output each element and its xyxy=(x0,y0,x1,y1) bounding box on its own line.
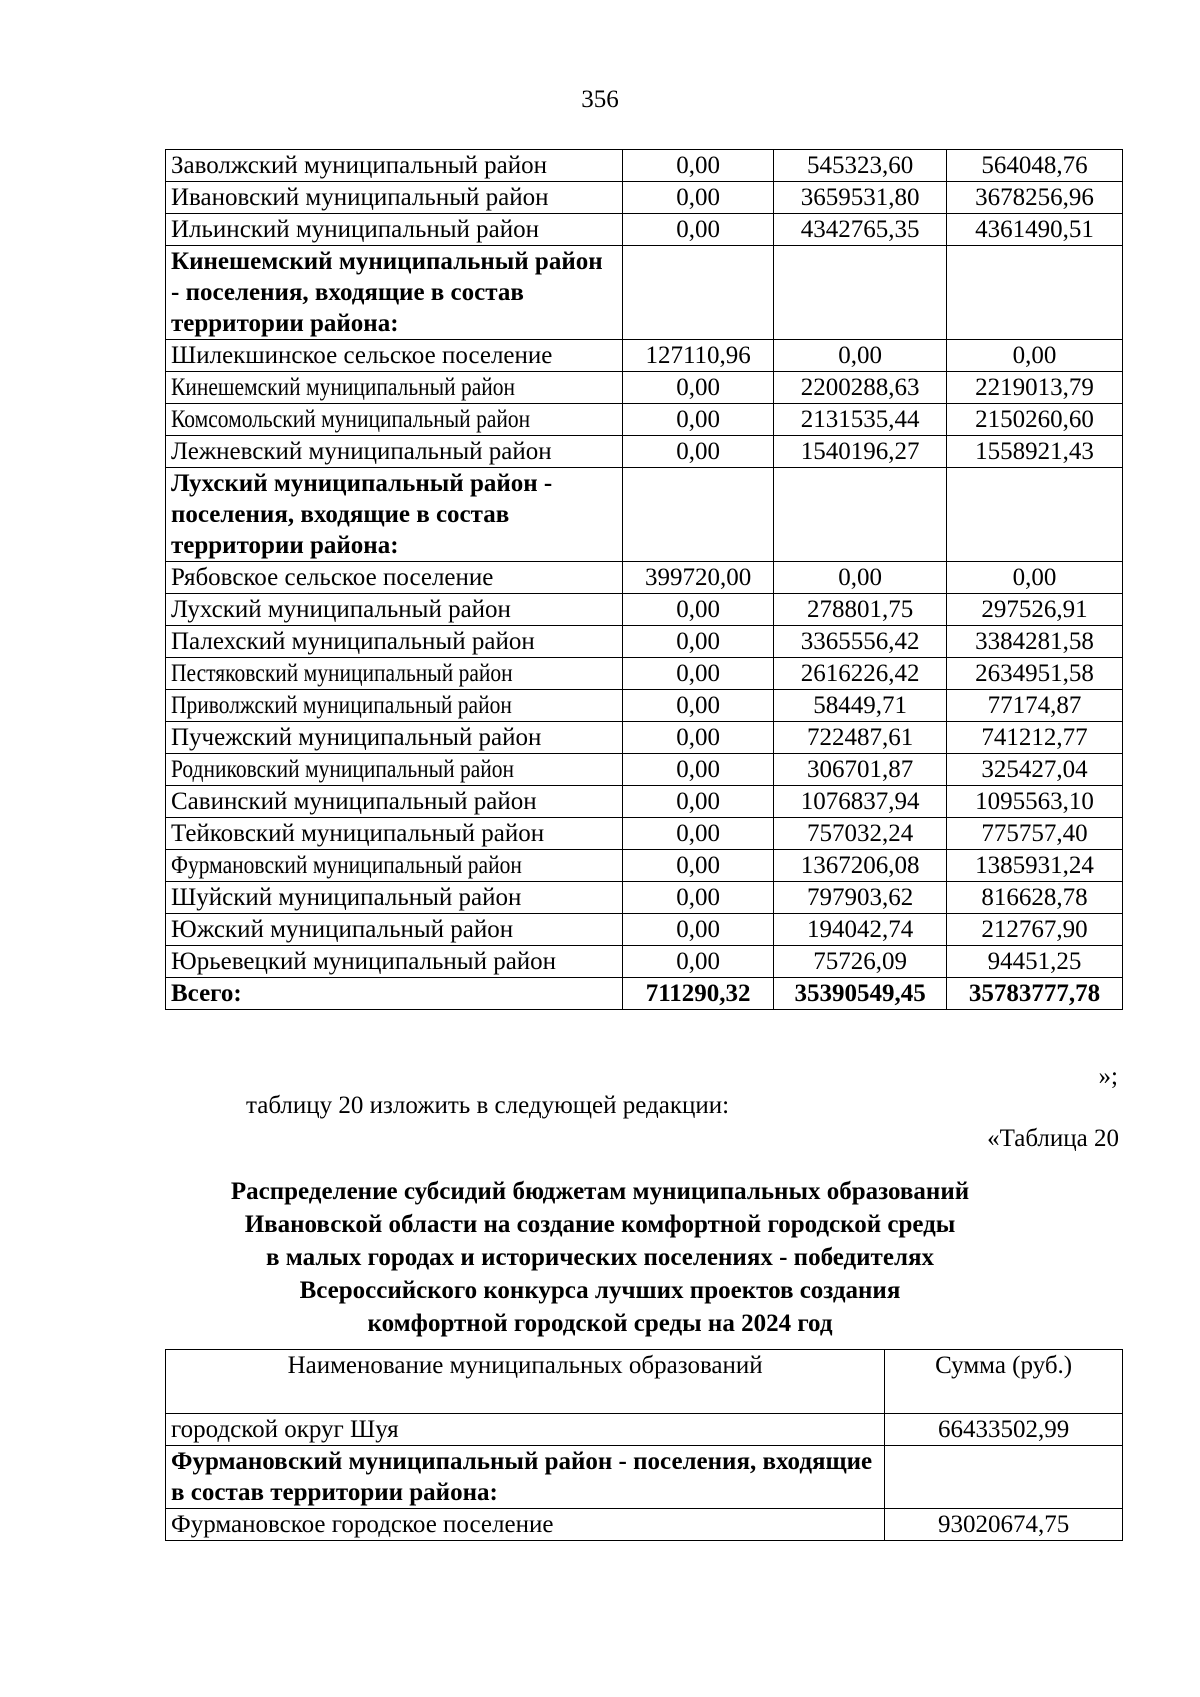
value-cell-c3: 3384281,58 xyxy=(947,626,1123,658)
value-cell-c1: 0,00 xyxy=(623,436,774,468)
table-row xyxy=(166,658,1123,690)
value-cell-c1: 0,00 xyxy=(623,372,774,404)
page-number: 356 xyxy=(581,86,619,113)
row-name-text: Кинешемский муниципальный район xyxy=(171,374,516,401)
table-row xyxy=(166,436,1123,468)
value-cell-c1: 0,00 xyxy=(623,818,774,850)
value-cell-c1: 0,00 xyxy=(623,626,774,658)
value-cell-c1: 0,00 xyxy=(623,786,774,818)
row-name: городской округ Шуя xyxy=(166,1414,885,1446)
value-cell-c3 xyxy=(947,468,1123,562)
value-cell-c2 xyxy=(774,246,947,340)
value-cell-c3: 564048,76 xyxy=(947,150,1123,182)
value-cell-c2: 3365556,42 xyxy=(774,626,947,658)
row-name: Лежневский муниципальный район xyxy=(166,436,623,468)
value-cell-c3: 0,00 xyxy=(947,340,1123,372)
value-cell-c1 xyxy=(623,246,774,340)
value-cell-c1: 0,00 xyxy=(623,850,774,882)
table-header-row xyxy=(166,1350,1123,1414)
table-row xyxy=(166,818,1123,850)
total-value-c1: 711290,32 xyxy=(623,978,774,1010)
row-name xyxy=(166,850,623,882)
value-cell-c3: 2634951,58 xyxy=(947,658,1123,690)
heading-line: Ивановской области на создание комфортной городской среды xyxy=(244,1211,956,1238)
row-name xyxy=(166,404,623,436)
row-name-text: Родниковский муниципальный район xyxy=(171,756,515,783)
row-name: Южский муниципальный район xyxy=(166,914,623,946)
value-cell-c3: 0,00 xyxy=(947,562,1123,594)
table-row xyxy=(166,722,1123,754)
row-name: Кинешемский муниципальный район - поселения, входящие в состав территории района: xyxy=(166,246,623,340)
table-row xyxy=(166,182,1123,214)
row-name xyxy=(166,372,623,404)
value-cell-c3: 741212,77 xyxy=(947,722,1123,754)
row-name: Юрьевецкий муниципальный район xyxy=(166,946,623,978)
row-name: Фурмановское городское поселение xyxy=(166,1509,885,1541)
row-name: Савинский муниципальный район xyxy=(166,786,623,818)
value-cell-c1: 0,00 xyxy=(623,722,774,754)
value-cell-c2: 2616226,42 xyxy=(774,658,947,690)
row-name: Шуйский муниципальный район xyxy=(166,882,623,914)
value-cell-c3: 2150260,60 xyxy=(947,404,1123,436)
value-cell-c3: 1558921,43 xyxy=(947,436,1123,468)
amount-cell: 66433502,99 xyxy=(885,1414,1123,1446)
value-cell-c3: 297526,91 xyxy=(947,594,1123,626)
row-name-text: Комсомольский муниципальный район xyxy=(171,406,531,433)
row-name-text: Фурмановский муниципальный район xyxy=(171,852,522,879)
table-row xyxy=(166,850,1123,882)
value-cell-c1: 0,00 xyxy=(623,946,774,978)
table-row xyxy=(166,150,1123,182)
value-cell-c1: 0,00 xyxy=(623,914,774,946)
value-cell-c2: 2200288,63 xyxy=(774,372,947,404)
column-header-amount: Сумма (руб.) xyxy=(885,1350,1123,1414)
table-row xyxy=(166,1509,1123,1541)
value-cell-c2: 58449,71 xyxy=(774,690,947,722)
row-name xyxy=(166,690,623,722)
table-row xyxy=(166,786,1123,818)
value-cell-c1: 0,00 xyxy=(623,150,774,182)
value-cell-c1: 0,00 xyxy=(623,594,774,626)
table-row xyxy=(166,1414,1123,1446)
table-row xyxy=(166,594,1123,626)
table-row xyxy=(166,372,1123,404)
group-header-row xyxy=(166,1446,1123,1509)
value-cell-c2: 194042,74 xyxy=(774,914,947,946)
value-cell-c1: 0,00 xyxy=(623,754,774,786)
heading-line: в малых городах и исторических поселениях - победителях xyxy=(265,1244,934,1271)
value-cell-c1: 0,00 xyxy=(623,404,774,436)
table-row xyxy=(166,946,1123,978)
column-header-name: Наименование муниципальных образований xyxy=(166,1350,885,1414)
value-cell-c2: 75726,09 xyxy=(774,946,947,978)
value-cell-c2: 545323,60 xyxy=(774,150,947,182)
row-name: Заволжский муниципальный район xyxy=(166,150,623,182)
value-cell-c2: 1540196,27 xyxy=(774,436,947,468)
value-cell-c3: 325427,04 xyxy=(947,754,1123,786)
value-cell-c1: 127110,96 xyxy=(623,340,774,372)
subsidy-table-body xyxy=(166,150,1123,1010)
value-cell-c3: 2219013,79 xyxy=(947,372,1123,404)
row-name: Тейковский муниципальный район xyxy=(166,818,623,850)
value-cell-c2: 1367206,08 xyxy=(774,850,947,882)
value-cell-c3: 1385931,24 xyxy=(947,850,1123,882)
value-cell-c2: 0,00 xyxy=(774,340,947,372)
amount-cell xyxy=(885,1446,1123,1509)
closing-quote: »; xyxy=(1098,1063,1118,1090)
table-row xyxy=(166,690,1123,722)
group-header-row xyxy=(166,468,1123,562)
value-cell-c2: 1076837,94 xyxy=(774,786,947,818)
table-row xyxy=(166,754,1123,786)
table-row xyxy=(166,562,1123,594)
table-20 xyxy=(165,1349,1123,1541)
table-row xyxy=(166,914,1123,946)
value-cell-c2: 757032,24 xyxy=(774,818,947,850)
row-name: Палехский муниципальный район xyxy=(166,626,623,658)
row-name: Ивановский муниципальный район xyxy=(166,182,623,214)
amendment-instruction: таблицу 20 изложить в следующей редакции: xyxy=(246,1092,730,1119)
value-cell-c3: 94451,25 xyxy=(947,946,1123,978)
value-cell-c1: 0,00 xyxy=(623,690,774,722)
table-row xyxy=(166,626,1123,658)
value-cell-c2: 797903,62 xyxy=(774,882,947,914)
value-cell-c3: 212767,90 xyxy=(947,914,1123,946)
value-cell-c1 xyxy=(623,468,774,562)
value-cell-c2: 306701,87 xyxy=(774,754,947,786)
heading-line: Всероссийского конкурса лучших проектов создания xyxy=(299,1277,901,1304)
value-cell-c3: 816628,78 xyxy=(947,882,1123,914)
value-cell-c3: 77174,87 xyxy=(947,690,1123,722)
row-name-text: Пестяковский муниципальный район xyxy=(171,660,513,687)
subsidy-table-continued xyxy=(165,149,1123,1010)
value-cell-c3: 3678256,96 xyxy=(947,182,1123,214)
value-cell-c2: 0,00 xyxy=(774,562,947,594)
total-value-c2: 35390549,45 xyxy=(774,978,947,1010)
row-name: Ильинский муниципальный район xyxy=(166,214,623,246)
value-cell-c1: 0,00 xyxy=(623,182,774,214)
value-cell-c3: 1095563,10 xyxy=(947,786,1123,818)
value-cell-c1: 0,00 xyxy=(623,658,774,690)
value-cell-c2: 3659531,80 xyxy=(774,182,947,214)
table-row xyxy=(166,404,1123,436)
value-cell-c1: 0,00 xyxy=(623,882,774,914)
table-row xyxy=(166,214,1123,246)
value-cell-c2 xyxy=(774,468,947,562)
row-name: Лухский муниципальный район - поселения, входящие в состав территории района: xyxy=(166,468,623,562)
heading-line: Распределение субсидий бюджетам муниципальных образований xyxy=(230,1178,970,1205)
row-name: Рябовское сельское поселение xyxy=(166,562,623,594)
heading-line: комфортной городской среды на 2024 год xyxy=(367,1310,833,1337)
table-row xyxy=(166,882,1123,914)
total-row xyxy=(166,978,1123,1010)
table-row xyxy=(166,340,1123,372)
value-cell-c2: 278801,75 xyxy=(774,594,947,626)
value-cell-c3: 775757,40 xyxy=(947,818,1123,850)
value-cell-c3 xyxy=(947,246,1123,340)
row-name xyxy=(166,754,623,786)
row-name: Пучежский муниципальный район xyxy=(166,722,623,754)
amount-cell: 93020674,75 xyxy=(885,1509,1123,1541)
value-cell-c2: 4342765,35 xyxy=(774,214,947,246)
group-header-row xyxy=(166,246,1123,340)
row-name: Фурмановский муниципальный район - поселения, входящие в состав территории района: xyxy=(166,1446,885,1509)
row-name: Лухский муниципальный район xyxy=(166,594,623,626)
table-20-body xyxy=(166,1350,1123,1541)
row-name: Шилекшинское сельское поселение xyxy=(166,340,623,372)
row-name-text: Приволжский муниципальный район xyxy=(171,692,512,719)
row-name xyxy=(166,658,623,690)
value-cell-c1: 0,00 xyxy=(623,214,774,246)
total-label: Всего: xyxy=(166,978,623,1010)
value-cell-c2: 2131535,44 xyxy=(774,404,947,436)
value-cell-c2: 722487,61 xyxy=(774,722,947,754)
table-heading xyxy=(0,1175,1200,1340)
table-label: «Таблица 20 xyxy=(987,1125,1119,1152)
value-cell-c1: 399720,00 xyxy=(623,562,774,594)
value-cell-c3: 4361490,51 xyxy=(947,214,1123,246)
total-value-c3: 35783777,78 xyxy=(947,978,1123,1010)
